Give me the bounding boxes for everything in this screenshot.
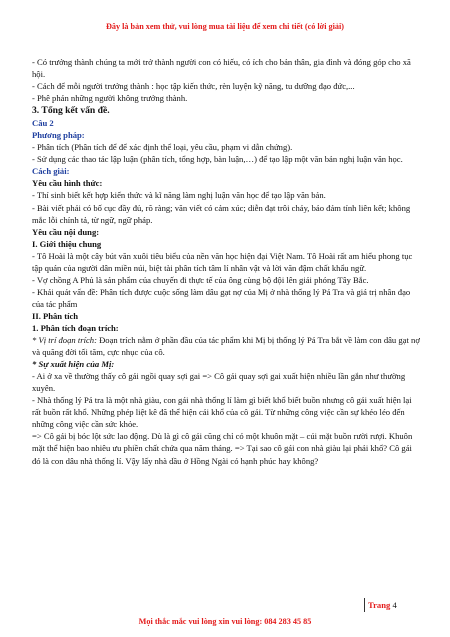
paragraph: - Cách để mỗi người trưởng thành : học tập kiến thức, rèn luyện kỹ năng, tu dưỡng đạo đức,... (32, 81, 355, 92)
content-requirements-heading: Yêu cầu nội dung: (32, 226, 100, 237)
section-heading-introduction: I. Giới thiệu chung (32, 238, 102, 249)
paragraph: - Tô Hoài là một cây bút văn xuôi tiêu biểu của nền văn học hiện đại Việt Nam. Tô Hoài rất am hiểu phong tục tập quán của người dân miền núi, biệt tài phân tích tâm lí nhân vật và lời văn đậm chất khẩu ngữ. (32, 250, 413, 273)
paragraph (32, 334, 422, 358)
paragraph: - Khái quát vấn đề: Phân tích được cuộc sống làm dâu gạt nợ của Mị ở nhà thống lý Pá Tra và giá trị nhân đạo của tác phẩm (32, 286, 411, 309)
page-number-divider (364, 598, 365, 612)
footer-contact: Mọi thắc mắc vui lòng xin vui lòng: 084 283 45 85 (138, 617, 312, 626)
paragraph: => Cô gái bị bóc lột sức lao động. Dù là gì cô gái cũng chỉ có một khuôn mặt – cúi mặt buồn rười rượi. Khuôn mặt thể hiện bao nhiêu ưu phiền chất chứa qua năm tháng. => Tại sao cô gái con nhà giàu lại phải khổ? Cô gái đó là con dâu nhà thống lí. Vậy lấy nhà dầu ở Hồng Ngài có hạnh phúc hay không? (32, 431, 413, 466)
page-label: Trang (368, 600, 391, 610)
paragraph: - Vợ chồng A Phủ là sản phẩm của chuyến đi thực tế của ông cùng bộ đội lên giải phóng Tây Bắc. (32, 274, 369, 285)
position-label: * Vị trí đoạn trích: (32, 335, 97, 346)
solution-heading: Cách giải: (32, 166, 70, 177)
paragraph: - Nhà thống lý Pá tra là một nhà giàu, con gái nhà thống lí làm gì biết khổ biết buồn nhưng cô gái xuất hiện lại rất buồn rất khổ. Những phép liệt kê đã thể hiện cái khổ của cô gái. Từ những công việc cần sự khéo léo đến những công việc cần sức khỏe. (32, 395, 412, 430)
document-body (32, 56, 422, 467)
paragraph: - Phân tích (Phân tích để để xác định thể loại, yêu cầu, phạm vi dẫn chứng). (32, 142, 293, 153)
paragraph: - Thí sinh biết kết hợp kiến thức và kĩ năng làm nghị luận văn học để tạo lập văn bản. (32, 190, 326, 201)
paragraph: - Ai ở xa về thường thấy cô gái ngồi quay sợi gai => Cô gái quay sợi gai xuất hiện nhiều lần gắn như thường xuyên. (32, 371, 406, 394)
position-text: Đoạn trích nằm ở phần đầu của tác phẩm khi Mị bị thống lý Pá Tra bắt về làm con dâu gạt nợ và quãng đời tối tăm, cực nhục của cô. (32, 335, 420, 358)
section-heading-analysis: II. Phân tích (32, 310, 79, 321)
page-number (368, 600, 397, 610)
paragraph: - Có trưởng thành chúng ta mới trở thành người con có hiếu, có ích cho bản thân, gia đình và đóng góp cho xã hội. (32, 57, 411, 80)
form-requirements-heading: Yêu cầu hình thức: (32, 178, 103, 189)
paragraph: - Phê phán những người không trưởng thành. (32, 93, 188, 104)
preview-notice: Đây là bản xem thử, vui lòng mua tài liệu để xem chi tiết (có lời giải) (105, 22, 344, 31)
subsection-heading: 1. Phân tích đoạn trích: (32, 322, 119, 333)
page-number-value: 4 (392, 600, 397, 610)
section-heading-tong-ket: 3. Tổng kết vấn đề. (32, 105, 110, 117)
appearance-heading: * Sự xuất hiện của Mị: (32, 359, 115, 370)
paragraph: - Bài viết phải có bố cục đầy đủ, rõ ràng; văn viết có cảm xúc; diễn đạt trôi chảy, bảo đảm tính liên kết; không mắc lỗi chính tả, từ ngữ, ngữ pháp. (32, 202, 411, 225)
question-label: Câu 2 (32, 118, 54, 129)
paragraph: - Sử dụng các thao tác lập luận (phân tích, tổng hợp, bàn luận,…) để tạo lập một văn bản nghị luận văn học. (32, 154, 403, 165)
method-heading: Phương pháp: (32, 130, 85, 141)
